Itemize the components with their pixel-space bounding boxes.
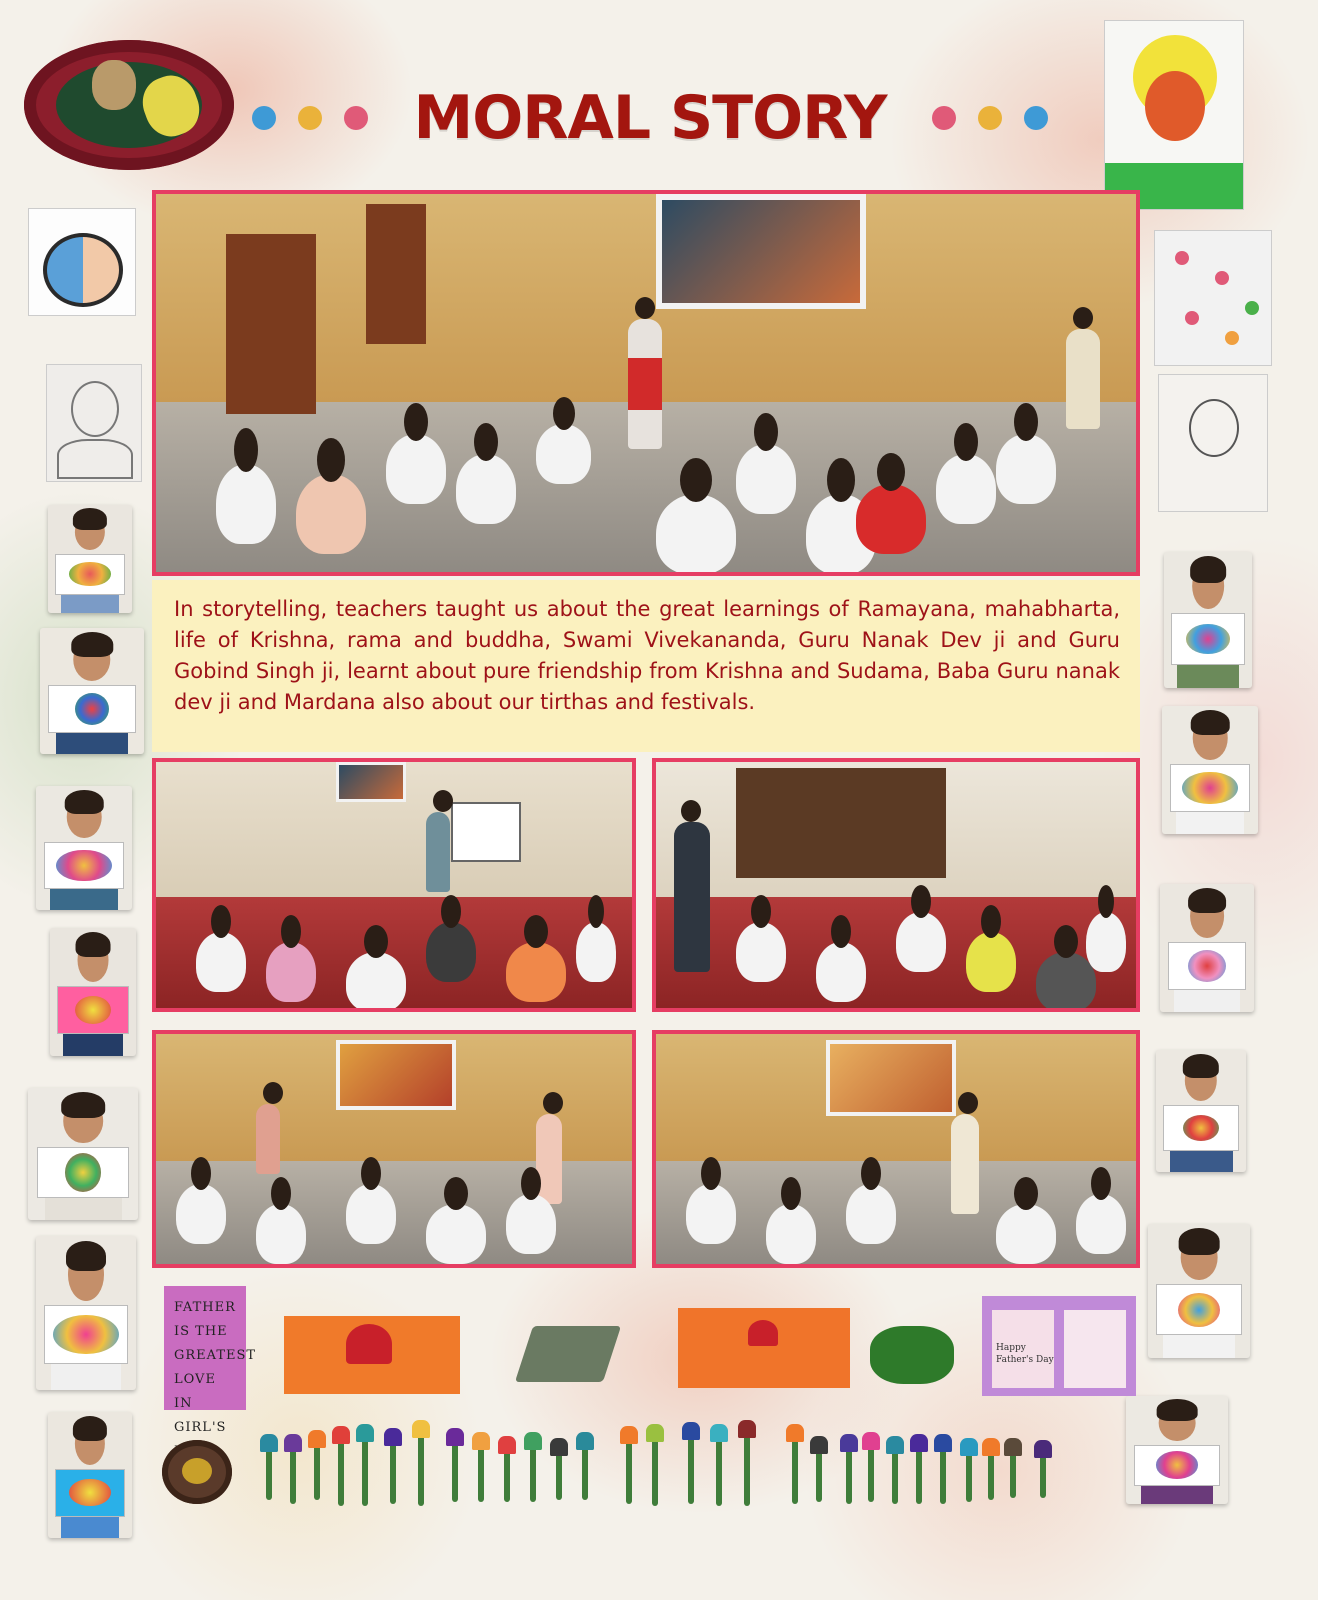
kid-with-artwork xyxy=(48,1412,132,1538)
left-dots xyxy=(252,106,368,130)
kid-with-artwork xyxy=(1148,1224,1250,1358)
kid-with-artwork xyxy=(36,1236,136,1390)
paper-flowers-row xyxy=(256,1420,1056,1512)
radha-krishna-drawing xyxy=(28,208,136,316)
kid-with-artwork xyxy=(1160,884,1254,1012)
fathers-day-card-purple xyxy=(982,1296,1136,1396)
leaf-print-craft xyxy=(515,1326,621,1382)
flower-pattern-drawing xyxy=(1154,230,1272,366)
main-storytelling-photo xyxy=(152,190,1140,576)
dot-yellow-icon xyxy=(298,106,322,130)
vivekananda-sketch xyxy=(46,364,142,482)
storytelling-photo-4 xyxy=(152,1030,636,1268)
storytelling-photo-5 xyxy=(652,1030,1140,1268)
description-box xyxy=(152,580,1140,752)
dot-blue-icon xyxy=(252,106,276,130)
envelope-heart-craft xyxy=(678,1308,850,1388)
kid-with-artwork xyxy=(1126,1396,1228,1504)
kid-with-artwork xyxy=(1156,1050,1246,1172)
title-row xyxy=(250,78,1050,158)
envelope-heart-craft xyxy=(284,1316,460,1394)
krishna-sketch xyxy=(1158,374,1268,512)
kid-with-artwork xyxy=(1162,706,1258,834)
kid-with-artwork xyxy=(50,928,136,1056)
page-title: MORAL STORY xyxy=(413,83,887,153)
father-day-card xyxy=(164,1286,257,1435)
fathers-day-card-text: Happy Father's Day xyxy=(996,1343,1054,1365)
description-text: In storytelling, teachers taught us about the great learnings of Ramayana, mahabharta, life of Krishna, rama and buddha, Swami Vivekananda, Guru Nanak Dev ji and Guru Gobind Singh ji, learnt about pure friendship from Krishna and Sudama, Baba Guru nanak dev ji and Mardana also about our tirthas and festivals. xyxy=(174,597,1120,714)
kid-with-artwork xyxy=(28,1088,138,1220)
kid-with-artwork xyxy=(1164,552,1252,688)
storytelling-photo-2 xyxy=(152,758,636,1012)
kid-with-artwork xyxy=(48,505,132,613)
father-card-text: FATHER IS THE GREATEST LOVE IN GIRL'S xyxy=(174,1300,257,1435)
dot-pink-icon xyxy=(932,106,956,130)
right-dots xyxy=(932,106,1048,130)
kid-with-artwork xyxy=(40,628,144,754)
dot-pink-icon xyxy=(344,106,368,130)
clay-pot-craft xyxy=(162,1440,232,1504)
storytelling-photo-3 xyxy=(652,758,1140,1012)
leaf-print-craft xyxy=(870,1326,954,1384)
clay-plate-craft xyxy=(24,40,234,170)
hanuman-drawing xyxy=(1104,20,1244,210)
dot-yellow-icon xyxy=(978,106,1002,130)
dot-blue-icon xyxy=(1024,106,1048,130)
kid-with-artwork xyxy=(36,786,132,910)
